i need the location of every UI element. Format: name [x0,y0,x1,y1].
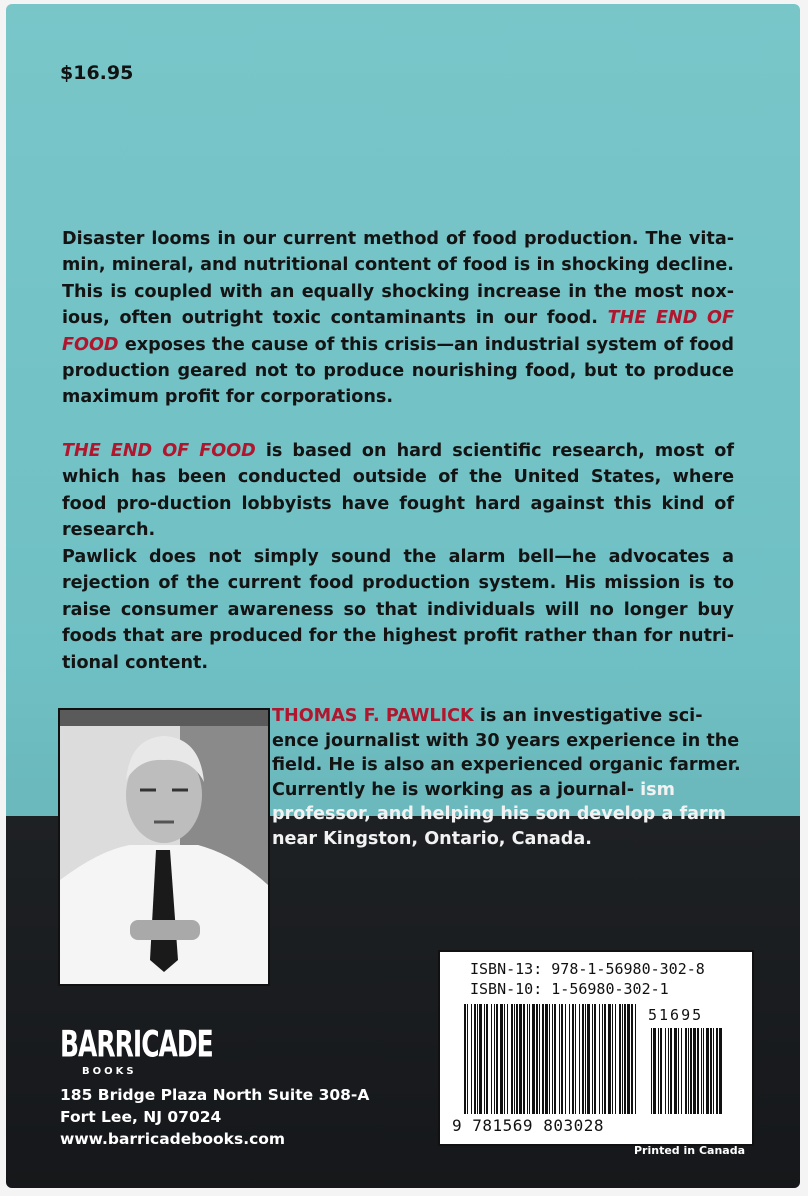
barcode-bar [575,1004,576,1114]
barcode-bar [624,1004,626,1114]
barcode-bar [565,1004,566,1114]
barcode-bar [491,1004,492,1114]
printed-in-label: Printed in Canada [634,1144,745,1157]
barcode-bar [670,1028,672,1114]
author-name: THOMAS F. PAWLICK [272,706,474,726]
barcode-bar [496,1004,498,1114]
barcode-bar [511,1004,513,1114]
barcode-bar [579,1004,580,1114]
isbn-13: ISBN-13: 978-1-56980-302-8 [470,960,705,978]
barcode-bar [653,1028,656,1114]
barcode-bar [651,1028,652,1114]
description-paragraph-1 [62,226,734,411]
barcode-bar [713,1028,714,1114]
price-code: 51695 [648,1006,704,1024]
barcode-bar [681,1028,682,1114]
description-text: Disaster looms in our current method of food production. The vita-min, mineral, and nutritional content of food is in shocking decline. This is coupled with an equally shocking increase in the most nox-ious, often outright toxic contaminants in our food. [62,229,734,329]
barcode-bar [703,1028,704,1114]
description-paragraph-3: Pawlick does not simply sound the alarm bell—he advocates a rejection of the current food production system. His mission is to raise consumer awareness so that individuals will no longer buy foods that are produced for the highest profit rather than for nutri-tional content. [62,547,734,673]
barcode-bar [619,1004,621,1114]
description-paragraph-2 [62,438,734,544]
description-text: exposes the cause of this crisis—an industrial system of food production geared not to produce nourishing food, but to produce maximum profit for corporations. [62,334,734,408]
address-line-2: Fort Lee, NJ 07024 [60,1108,222,1126]
barcode-bar [697,1028,699,1114]
barcode-bar [542,1004,544,1114]
publisher-logo [60,1023,213,1077]
barcode-bar [688,1028,689,1114]
barcode-bar [554,1004,556,1114]
barcode-bar [464,1004,466,1114]
barcode-bar [516,1004,518,1114]
barcode-bar [479,1004,482,1114]
barcode-bar [658,1028,659,1114]
book-title-inline: THE END OF FOOD [62,441,256,461]
author-bio-text-continued: ism professor, and helping his son develop a farm near Kingston, Ontario, Canada. [272,779,727,849]
barcode-bar [631,1004,633,1114]
barcode-bar [612,1004,613,1114]
barcode-bar [668,1028,669,1114]
barcode-bar [592,1004,593,1114]
barcode-bar [660,1028,662,1114]
ean-number: 9 781569 803028 [452,1116,604,1135]
barcode-bar [585,1004,586,1114]
barcode-bar [467,1004,468,1114]
barcode-bar [693,1028,696,1114]
author-portrait-image [60,710,268,984]
barcode-bar [594,1004,596,1114]
barcode-bar [514,1004,515,1114]
publisher-logo-main: BARRICADE [60,1023,213,1066]
barcode-bar [719,1028,722,1114]
barcode-bar [474,1004,476,1114]
price-label: $16.95 [60,62,134,84]
barcode-bar [494,1004,495,1114]
barcode-bar [599,1004,600,1114]
barcode-bar [504,1004,505,1114]
barcode-bar [604,1004,606,1114]
publisher-website: www.barricadebooks.com [60,1130,286,1148]
barcode-bar [627,1004,630,1114]
barcode-bar [587,1004,590,1114]
author-bio [272,704,746,851]
barcode-bar [527,1004,528,1114]
barcode-bar [678,1028,679,1114]
barcode-bar [608,1004,611,1114]
barcode-bar [545,1004,548,1114]
barcode-bar [477,1004,478,1114]
barcode-bars [460,1004,740,1118]
barcode-bar [706,1028,709,1114]
address-line-1: 185 Bridge Plaza North Suite 308-A [60,1086,370,1104]
barcode-bar [685,1028,687,1114]
barcode-box [438,950,754,1146]
barcode-bar [549,1004,550,1114]
isbn-10: ISBN-10: 1-56980-302-1 [470,980,669,998]
barcode-bar [500,1004,503,1114]
author-bio-text: is an investigative sci-ence journalist with 30 years experience in the field. He is also an experienced organic farmer. Currently he is working as a journal- [272,706,741,800]
barcode-bar [507,1004,508,1114]
barcode-bar [674,1028,677,1114]
barcode-bar [615,1004,616,1114]
barcode-bar [710,1028,712,1114]
barcode-bar [529,1004,530,1114]
barcode-bar [532,1004,535,1114]
barcode-bar [523,1004,525,1114]
barcode-bar [665,1028,666,1114]
barcode-bar [701,1028,702,1114]
barcode-bar [569,1004,570,1114]
barcode-bar [561,1004,563,1114]
publisher-address [60,1084,369,1150]
barcode-bar [635,1004,636,1114]
barcode-bar [572,1004,574,1114]
barcode-bar [536,1004,538,1114]
barcode-bar [519,1004,522,1114]
barcode-bar [622,1004,623,1114]
book-title-inline: THE END OF FOOD [62,308,734,355]
author-photo [58,708,270,986]
barcode-bar [539,1004,540,1114]
barcode-bar [582,1004,584,1114]
barcode-bar [716,1028,718,1114]
description-text: is based on hard scientific research, most of which has been conducted outside of the United States, where food pro-duction lobbyists have fought hard against this kind of research. [62,441,734,541]
barcode-bar [690,1028,692,1114]
barcode-bar [486,1004,488,1114]
barcode-bar [484,1004,485,1114]
barcode-bar [552,1004,553,1114]
barcode-bar [559,1004,560,1114]
book-back-cover [6,4,800,1188]
barcode-bar [471,1004,472,1114]
barcode-bar [602,1004,603,1114]
publisher-logo-sub: BOOKS [82,1066,137,1077]
